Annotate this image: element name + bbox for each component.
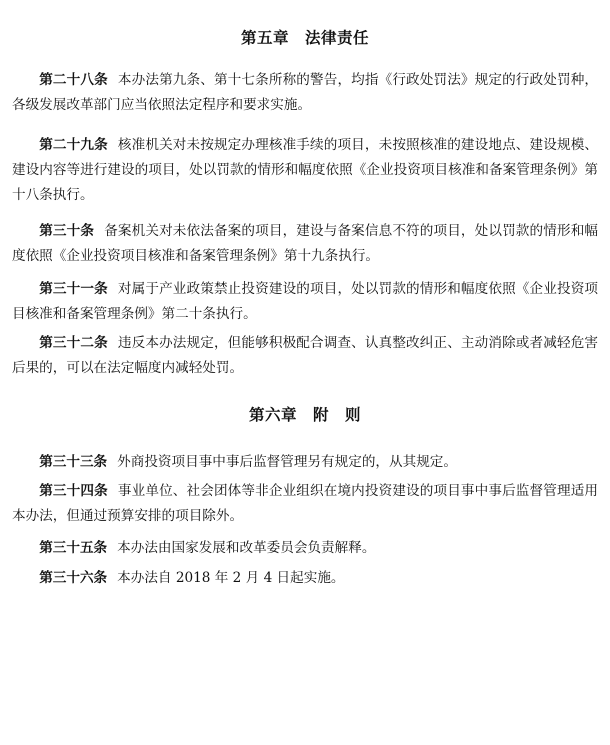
article-text: 本办法自 2018 年 2 月 4 日起实施。 (117, 570, 345, 586)
article-number: 第二十九条 (39, 137, 108, 153)
chapter-6-number: 第六章 (248, 406, 297, 424)
chapter-6-title (12, 404, 598, 426)
article-text: 外商投资项目事中事后监督管理另有规定的，从其规定。 (117, 454, 457, 470)
article-28 (12, 68, 598, 118)
article-36 (12, 566, 598, 591)
article-number: 第三十一条 (39, 281, 108, 297)
article-number: 第三十条 (39, 223, 95, 239)
article-text: 事业单位、社会团体等非企业组织在境内投资建设的项目事中事后监督管理适用本办法，但通过预算安排的项目除外。 (12, 483, 599, 524)
article-34 (12, 479, 598, 529)
article-text: 本办法由国家发展和改革委员会负责解释。 (117, 540, 376, 556)
article-number: 第三十二条 (39, 335, 108, 351)
article-32 (12, 331, 598, 381)
article-29 (12, 133, 598, 208)
article-text: 对属于产业政策禁止投资建设的项目，处以罚款的情形和幅度依照《企业投资项目核准和备案管理条例》第二十条执行。 (12, 281, 599, 322)
article-text: 违反本办法规定，但能够积极配合调查、认真整改纠正、主动消除或者减轻危害后果的，可以在法定幅度内减轻处罚。 (12, 335, 599, 376)
article-number: 第三十五条 (39, 540, 108, 556)
article-30 (12, 219, 598, 269)
article-31 (12, 277, 598, 327)
chapter-5-name: 法律责任 (305, 29, 370, 47)
chapter-5-number: 第五章 (240, 29, 289, 47)
article-number: 第三十四条 (39, 483, 108, 499)
chapter-6-name: 附 则 (313, 406, 362, 424)
article-number: 第三十六条 (39, 570, 108, 586)
article-text: 备案机关对未依法备案的项目，建设与备案信息不符的项目，处以罚款的情形和幅度依照《企业投资项目核准和备案管理条例》第十九条执行。 (12, 223, 599, 264)
article-text: 本办法第九条、第十七条所称的警告，均指《行政处罚法》规定的行政处罚种，各级发展改革部门应当依照法定程序和要求实施。 (12, 72, 599, 113)
chapter-5-title (12, 27, 598, 49)
article-35 (12, 536, 598, 561)
article-33 (12, 450, 598, 475)
article-number: 第三十三条 (39, 454, 108, 470)
article-number: 第二十八条 (39, 72, 108, 88)
article-text: 核准机关对未按规定办理核准手续的项目，未按照核准的建设地点、建设规模、建设内容等进行建设的项目，处以罚款的情形和幅度依照《企业投资项目核准和备案管理条例》第十八条执行。 (12, 137, 599, 203)
